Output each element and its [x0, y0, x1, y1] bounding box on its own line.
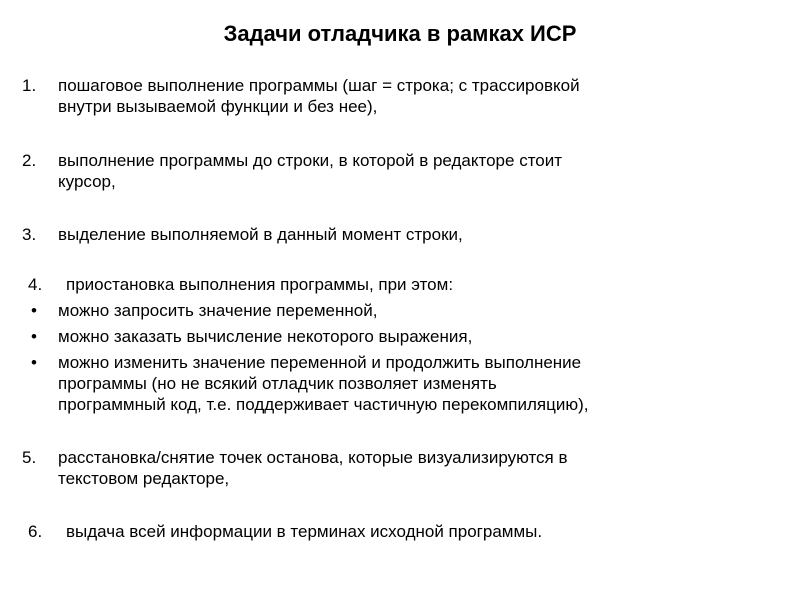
- item-number: 1.: [22, 76, 37, 95]
- item-text: [58, 224, 463, 245]
- item-text-line: выделение выполняемой в данный момент строки,: [58, 225, 463, 244]
- item-text-line: текстовом редакторе,: [58, 469, 230, 488]
- item-text-line: программы (но не всякий отладчик позволяет изменять: [58, 374, 497, 393]
- item-text-line: внутри вызываемой функции и без нее),: [58, 97, 378, 116]
- item-text-line: пошаговое выполнение программы (шаг = строка; с трассировкой: [58, 76, 580, 95]
- item-number: 3.: [22, 225, 37, 244]
- item-text: [58, 447, 568, 489]
- item-text-line: курсор,: [58, 172, 116, 191]
- bullet-marker: •: [31, 301, 37, 320]
- item-text: [66, 521, 542, 542]
- item-text-line: расстановка/снятие точек останова, которые визуализируются в: [58, 448, 568, 467]
- item-text-line: выдача всей информации в терминах исходной программы.: [66, 522, 543, 541]
- item-text-line: программный код, т.е. поддерживает частичную перекомпиляцию),: [58, 395, 589, 414]
- item-text: [58, 352, 588, 415]
- item-text: [58, 300, 377, 321]
- item-text: [58, 150, 562, 192]
- item-text: [58, 75, 580, 117]
- item-number: 5.: [22, 448, 37, 467]
- item-text-line: можно запросить значение переменной,: [58, 301, 378, 320]
- item-number: 6.: [28, 522, 43, 541]
- item-text-line: выполнение программы до строки, в которой в редакторе стоит: [58, 151, 563, 170]
- item-number: 2.: [22, 151, 37, 170]
- item-text-line: можно изменить значение переменной и продолжить выполнение: [58, 353, 582, 372]
- item-text: [58, 326, 472, 347]
- item-text-line: приостановка выполнения программы, при этом:: [66, 275, 454, 294]
- item-number: 4.: [28, 275, 43, 294]
- item-text: [66, 274, 453, 295]
- item-text-line: можно заказать вычисление некоторого выражения,: [58, 327, 473, 346]
- bullet-marker: •: [31, 353, 37, 372]
- bullet-marker: •: [31, 327, 37, 346]
- slide-title: Задачи отладчика в рамках ИСР: [223, 21, 577, 46]
